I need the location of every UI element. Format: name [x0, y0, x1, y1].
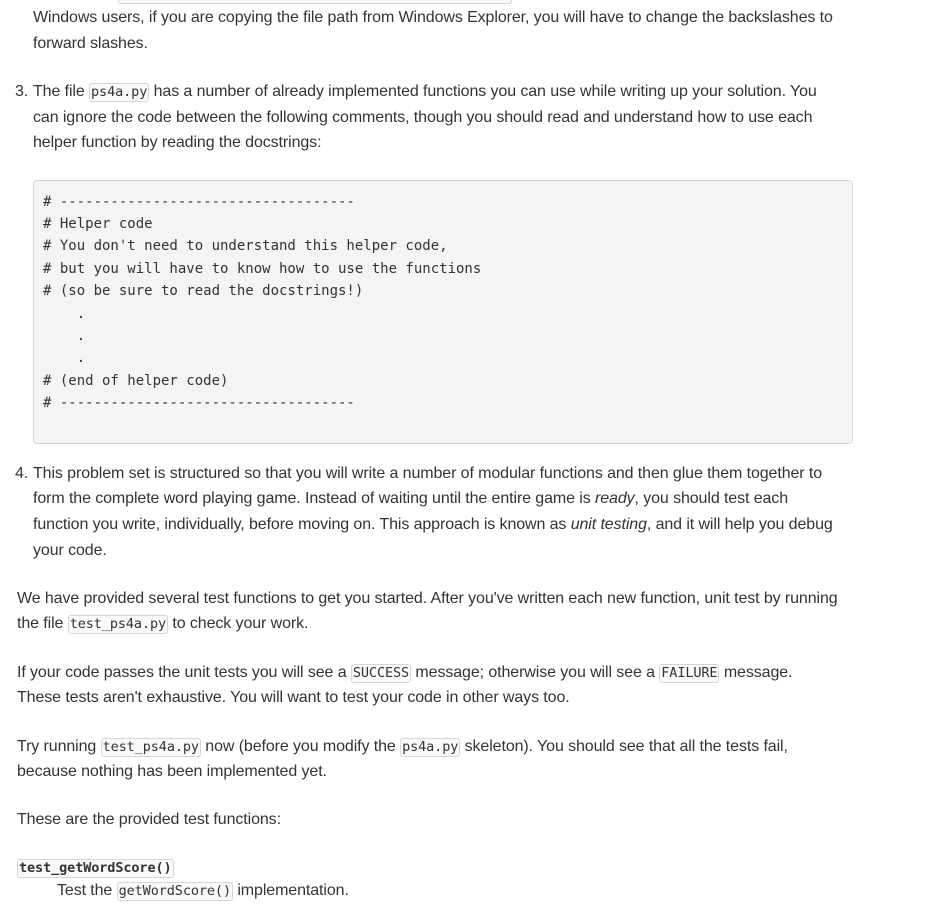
para2-line-1 — [17, 660, 792, 687]
item4-text: function you write, individually, before moving on. This approach is known as — [33, 516, 567, 533]
item4-line-4: your code. — [33, 542, 107, 559]
item4-text: form the complete word playing game. Instead of waiting until the entire game is — [33, 490, 591, 507]
inline-code-getwordscore: getWordScore() — [118, 883, 231, 899]
item4-text: , and it will help you debug — [646, 516, 833, 533]
emphasis-ready: ready — [595, 490, 635, 507]
para3-line-2: because nothing has been implemented yet. — [17, 763, 327, 780]
para2-text: If your code passes the unit tests you will see a — [17, 664, 347, 681]
code-line: # (so be sure to read the docstrings!) — [43, 283, 364, 299]
item3-line-3: helper function by reading the docstrings: — [33, 134, 322, 151]
item4-line-1: This problem set is structured so that you will write a number of modular functions and then glue them together to — [33, 465, 823, 482]
para1-text: the file — [17, 615, 64, 632]
inline-code-test-getwordscore: test_getWordScore() — [19, 860, 172, 876]
test-fn-text: Test the — [57, 882, 113, 899]
item4-text: , you should test each — [634, 490, 788, 507]
inline-code-ps4a: ps4a.py — [91, 84, 148, 100]
code-line: # ----------------------------------- — [43, 194, 355, 210]
para2-line-2: These tests aren't exhaustive. You will want to test your code in other ways too. — [17, 689, 570, 706]
para1-text: to check your work. — [172, 615, 309, 632]
para3-text: Try running — [17, 738, 97, 755]
para3-text: skeleton). You should see that all the tests fail, — [464, 738, 788, 755]
para1-line-1: We have provided several test functions to get you started. After you've written each new function, unit test by running — [17, 590, 838, 607]
para2-text: message; otherwise you will see a — [415, 664, 655, 681]
code-line: # ----------------------------------- — [43, 395, 355, 411]
intro-line-2: forward slashes. — [33, 35, 148, 52]
code-line: . — [43, 306, 86, 322]
inline-code-test-ps4a: test_ps4a.py — [102, 739, 199, 755]
inline-code-test-ps4a: test_ps4a.py — [69, 616, 167, 632]
emphasis-unit-testing: unit testing — [570, 516, 647, 533]
item3-text: has a number of already implemented functions you can use while writing up your solution. You — [153, 83, 817, 100]
inline-code-failure: FAILURE — [661, 665, 718, 681]
item4-line-3 — [33, 512, 833, 538]
para3-line-1 — [17, 734, 788, 761]
item3-text: The file — [33, 83, 85, 100]
para2-text: message. — [723, 664, 793, 681]
code-line: # but you will have to know how to use the functions — [43, 261, 482, 277]
code-line: . — [43, 350, 86, 366]
inline-code-ps4a: ps4a.py — [402, 739, 459, 755]
para4: These are the provided test functions: — [17, 811, 281, 828]
item4-line-2 — [33, 486, 788, 512]
code-line: # Helper code — [43, 216, 153, 232]
code-line: . — [43, 328, 86, 344]
code-line: # (end of helper code) — [43, 373, 229, 389]
code-line: # You don't need to understand this helper code, — [43, 238, 448, 254]
list-number-4: 4. — [15, 465, 29, 482]
test-fn-text: implementation. — [237, 882, 349, 899]
code-block — [33, 180, 853, 444]
intro-line-1: Windows users, if you are copying the file path from Windows Explorer, you will have to change the backslashes to — [33, 9, 833, 26]
item3-line-1 — [33, 79, 817, 106]
item3-line-2: can ignore the code between the following comments, though you should read and understand how to use each — [33, 109, 813, 126]
inline-code-success: SUCCESS — [352, 665, 410, 681]
list-number-3: 3. — [15, 83, 29, 100]
test-function-description — [57, 878, 349, 905]
para1-line-2 — [17, 611, 308, 638]
cropped-inline-code-edge — [118, 0, 512, 4]
para3-text: now (before you modify the — [205, 738, 396, 755]
